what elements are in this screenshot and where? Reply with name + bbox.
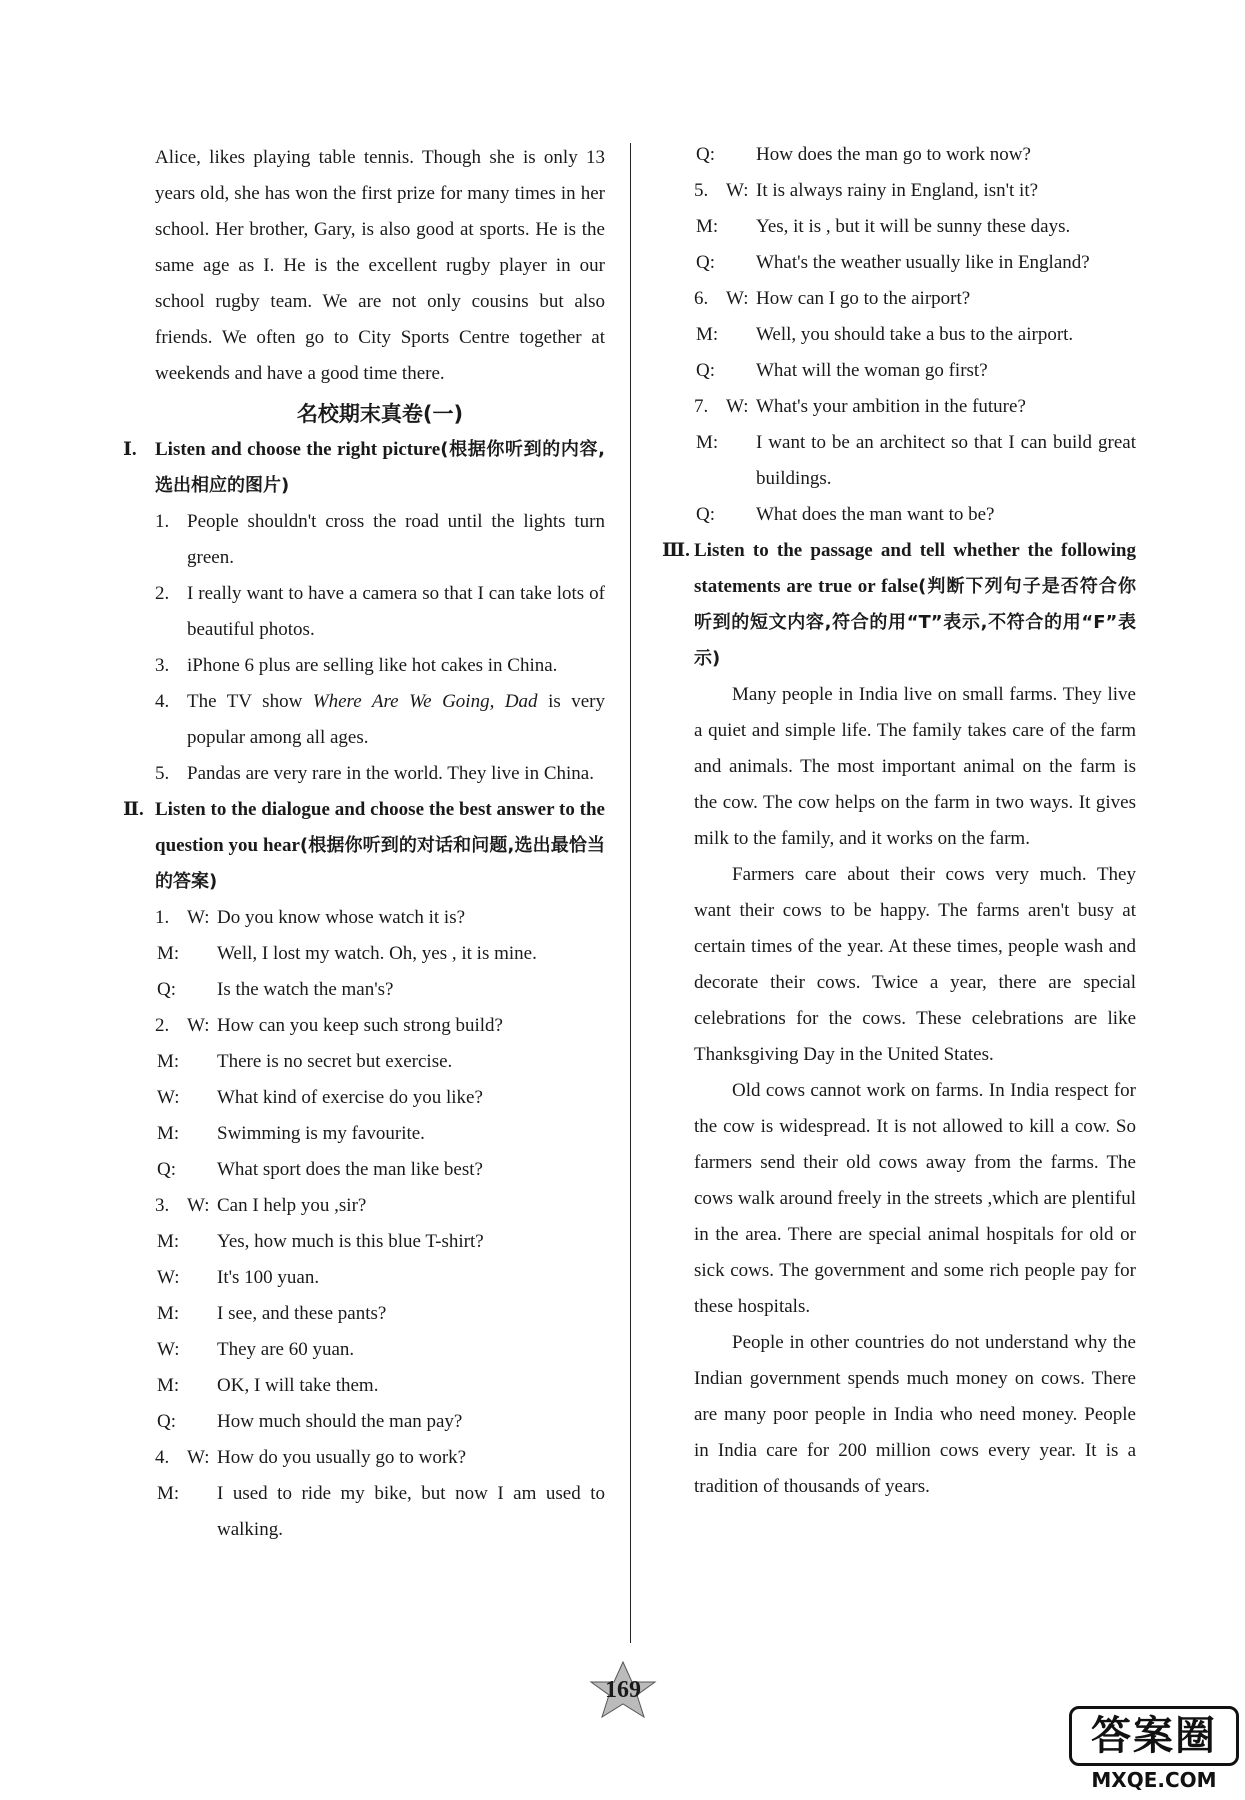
- watermark-logo: 答案圈 MXQE.COM: [1069, 1706, 1239, 1796]
- dialogue-1: 1. W: Do you know whose watch it is? M: Well, I lost my watch. Oh, yes , it is mine. Q: Is the watch the man's?: [155, 907, 537, 1000]
- section-number: Ⅰ.: [123, 439, 137, 460]
- column-divider: [630, 143, 631, 1643]
- intro-paragraph: Alice, likes playing table tennis. Though she is only 13 years old, she has won the first prize for many times in her school. Her brother, Gary, is also good at sports. He is the same age as I. He is the excellent rugby player in our school rugby team. We are not only cousins but also friends. We often go to City Sports Centre together at weekends and have a good time there.: [155, 147, 605, 384]
- passage-paragraph: Farmers care about their cows very much. They want their cows to be happy. The farms aren't busy at certain times of the year. At these times, people wash and decorate their cows. Twice a year, there are special celebrations for the cows. These celebrations are like Thanksgiving Day in the United States.: [694, 864, 1136, 1065]
- list-item: 1. People shouldn't cross the road until the lights turn green.: [155, 511, 605, 568]
- dialogue-3: 3. W: Can I help you ,sir? M: Yes, how much is this blue T-shirt? W: It's 100 yuan. M: I see, and these pants? W: They are 60 yuan. M: OK, I will take them. Q: How much should the man pay?: [155, 1195, 484, 1432]
- passage-paragraph: Many people in India live on small farms. They live a quiet and simple life. The family takes care of the farm and animals. The most important animal on the farm is the cow. The cow helps on the farm in two ways. It gives milk to the family, and it works on the farm.: [694, 684, 1136, 849]
- passage-paragraph: People in other countries do not understand why the Indian government spends much money on cows. There are many poor people in India who need money. People in India care for 200 million cows every year. It is a tradition of thousands of years.: [694, 1332, 1136, 1497]
- show-title: Where Are We Going, Dad: [312, 691, 538, 712]
- section-1-heading: Ⅰ. Listen and choose the right picture(根据你听到的内容,选出相应的图片): [155, 432, 605, 504]
- dialogue-6: 6. W: How can I go to the airport? M: Well, you should take a bus to the airport. Q: What will the woman go first?: [694, 288, 1074, 381]
- right-column: [662, 137, 1136, 1505]
- passage-paragraph: Old cows cannot work on farms. In India respect for the cow is widespread. It is not allowed to kill a cow. So farmers send their old cows away from the farms. The cows walk around freely in the streets ,which are plentiful in the area. There are special animal hospitals for old or sick cows. The government and some rich people pay for these hospitals.: [694, 1080, 1136, 1317]
- section-number: Ⅱ.: [123, 799, 144, 820]
- section-number: Ⅲ.: [662, 540, 690, 561]
- dialogue-4-question: Q: How does the man go to work now?: [696, 144, 1031, 165]
- left-column: [123, 140, 605, 1548]
- exam-title: 名校期末真卷(一): [296, 402, 464, 426]
- list-item: 2. I really want to have a camera so that I can take lots of beautiful photos.: [155, 583, 605, 640]
- list-item: 4. The TV show Where Are We Going, Dad is very popular among all ages.: [155, 691, 605, 748]
- section-3-heading: Ⅲ. Listen to the passage and tell whether the following statements are true or false(判断下列句子是否符合你听到的短文内容,符合的用“T”表示,不符合的用“F”表示): [694, 533, 1136, 677]
- dialogue-7: 7. W: What's your ambition in the future? M: I want to be an architect so that I can build great buildings. Q: What does the man want to be?: [694, 396, 1136, 525]
- dialogue-4: 4. W: How do you usually go to work? M: I used to ride my bike, but now I am used to walking.: [155, 1447, 605, 1540]
- list-item: 5. Pandas are very rare in the world. They live in China.: [155, 763, 594, 784]
- section-2-heading: Ⅱ. Listen to the dialogue and choose the best answer to the question you hear(根据你听到的对话和问题,选出最恰当的答案): [155, 792, 605, 900]
- dialogue-5: 5. W: It is always rainy in England, isn't it? M: Yes, it is , but it will be sunny these days. Q: What's the weather usually like in England?: [694, 180, 1090, 273]
- list-item: 3. iPhone 6 plus are selling like hot cakes in China.: [155, 655, 558, 676]
- dialogue-2: 2. W: How can you keep such strong build? M: There is no secret but exercise. W: What kind of exercise do you like? M: Swimming is my favourite. Q: What sport does the man like best?: [155, 1015, 503, 1180]
- page-number: 169: [583, 1660, 663, 1720]
